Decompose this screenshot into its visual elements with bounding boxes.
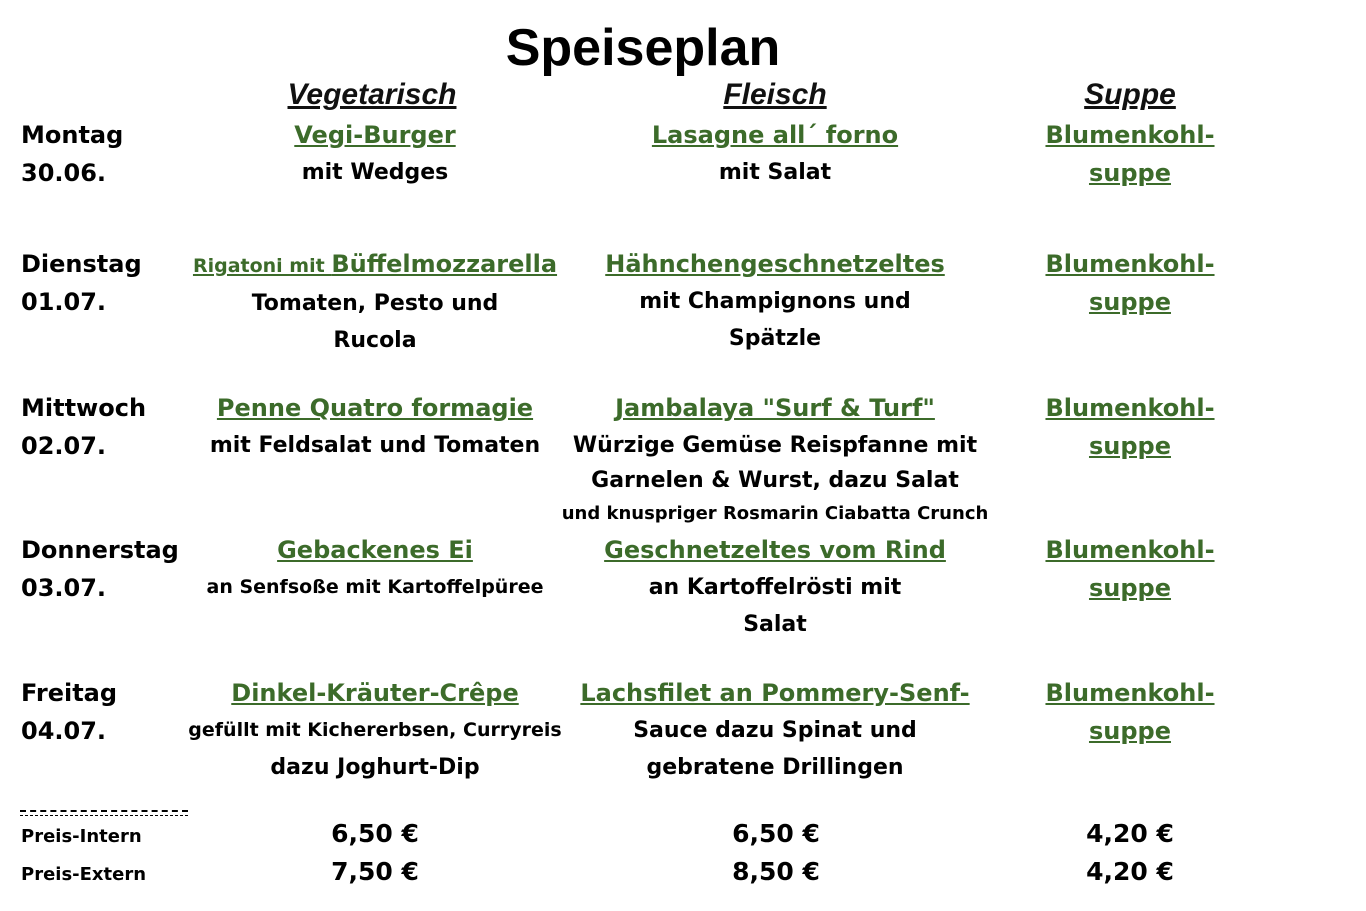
- page-title: Speiseplan: [505, 19, 781, 77]
- dish-title: Lasagne all´ forno: [651, 121, 899, 149]
- dish-detail: Tomaten, Pesto und: [251, 291, 499, 316]
- soup-line: suppe: [1088, 717, 1171, 745]
- dish-detail: mit Salat: [718, 160, 832, 185]
- price-soup-extern: 4,20 €: [1086, 857, 1174, 886]
- day-date: 03.07.: [21, 574, 107, 602]
- dish-title: Gebackenes Ei: [277, 536, 473, 564]
- day-label: [21, 245, 142, 321]
- price-meat-intern: 6,50 €: [732, 819, 820, 848]
- dish-title: Dinkel-Kräuter-Crêpe: [231, 679, 519, 707]
- dish-title: Vegi-Burger: [294, 121, 456, 149]
- dish-title: Jambalaya "Surf & Turf": [615, 394, 935, 422]
- column-header-meat: Fleisch: [723, 78, 827, 111]
- dish-detail: mit Champignons und: [639, 289, 911, 314]
- dish-detail: Garnelen & Wurst, dazu Salat: [591, 468, 959, 493]
- day-label: [21, 531, 179, 607]
- dish-title: [185, 246, 565, 285]
- soup-dish: [1030, 245, 1230, 321]
- dish-detail: gebratene Drillingen: [646, 755, 904, 780]
- price-veg-intern: 6,50 €: [331, 819, 419, 848]
- day-label: [21, 674, 117, 750]
- day-date: 04.07.: [21, 717, 107, 745]
- soup-line: Blumenkohl-: [1045, 394, 1215, 422]
- dish-detail: gefüllt mit Kichererbsen, Curryreis: [188, 719, 562, 741]
- soup-line: Blumenkohl-: [1045, 679, 1215, 707]
- dish-detail: dazu Joghurt-Dip: [270, 755, 480, 780]
- veg-dish: [185, 390, 565, 464]
- day-label: [21, 116, 123, 192]
- meat-dish: [555, 246, 995, 357]
- dish-title: Hähnchengeschnetzeltes: [605, 250, 945, 278]
- dish-detail: an Kartoffelrösti mit: [648, 575, 902, 600]
- dish-detail: mit Wedges: [301, 160, 449, 185]
- price-label-extern: Preis-Extern: [21, 864, 147, 885]
- price-veg-extern: 7,50 €: [331, 857, 419, 886]
- dish-detail: Würzige Gemüse Reispfanne mit: [572, 433, 978, 458]
- veg-dish: [185, 117, 565, 191]
- soup-dish: [1030, 674, 1230, 750]
- dashed-divider: [20, 810, 188, 816]
- veg-dish: [185, 246, 565, 359]
- soup-line: Blumenkohl-: [1045, 121, 1215, 149]
- soup-line: suppe: [1088, 159, 1171, 187]
- soup-line: Blumenkohl-: [1045, 536, 1215, 564]
- meat-dish: [555, 675, 995, 786]
- price-label-intern: Preis-Intern: [21, 826, 142, 847]
- soup-dish: [1030, 116, 1230, 192]
- column-header-soup: Suppe: [1084, 78, 1176, 111]
- dish-title: Lachsfilet an Pommery-Senf-: [580, 679, 970, 707]
- soup-line: suppe: [1088, 288, 1171, 316]
- soup-line: Blumenkohl-: [1045, 250, 1215, 278]
- dish-detail: Sauce dazu Spinat und: [633, 718, 917, 743]
- meat-dish: [555, 390, 995, 531]
- dish-title: Geschnetzeltes vom Rind: [604, 536, 946, 564]
- day-date: 01.07.: [21, 288, 107, 316]
- meat-dish: [555, 117, 995, 191]
- day-date: 30.06.: [21, 159, 107, 187]
- soup-dish: [1030, 389, 1230, 465]
- day-name: Freitag: [21, 679, 118, 707]
- day-name: Donnerstag: [21, 536, 179, 564]
- day-label: [21, 389, 146, 465]
- veg-dish: [185, 532, 565, 606]
- day-name: Montag: [21, 121, 124, 149]
- day-date: 02.07.: [21, 432, 107, 460]
- dish-detail: Rucola: [333, 328, 417, 353]
- soup-line: suppe: [1088, 432, 1171, 460]
- dish-detail: an Senfsoße mit Kartoffelpüree: [206, 576, 544, 598]
- dish-detail: und knuspriger Rosmarin Ciabatta Crunch: [561, 503, 989, 524]
- veg-dish: [185, 675, 565, 786]
- dish-detail: mit Feldsalat und Tomaten: [209, 433, 541, 458]
- soup-line: suppe: [1088, 574, 1171, 602]
- dish-detail: Spätzle: [728, 326, 822, 351]
- day-name: Dienstag: [21, 250, 142, 278]
- meat-dish: [555, 532, 995, 643]
- dish-title-prefix: Rigatoni mit: [192, 255, 332, 277]
- soup-dish: [1030, 531, 1230, 607]
- dish-title-main: Büffelmozzarella: [331, 250, 558, 278]
- column-header-vegetarian: Vegetarisch: [287, 78, 457, 111]
- price-meat-extern: 8,50 €: [732, 857, 820, 886]
- dish-detail: Salat: [743, 612, 807, 637]
- dish-title: Penne Quatro formagie: [216, 394, 534, 422]
- price-soup-intern: 4,20 €: [1086, 819, 1174, 848]
- day-name: Mittwoch: [21, 394, 147, 422]
